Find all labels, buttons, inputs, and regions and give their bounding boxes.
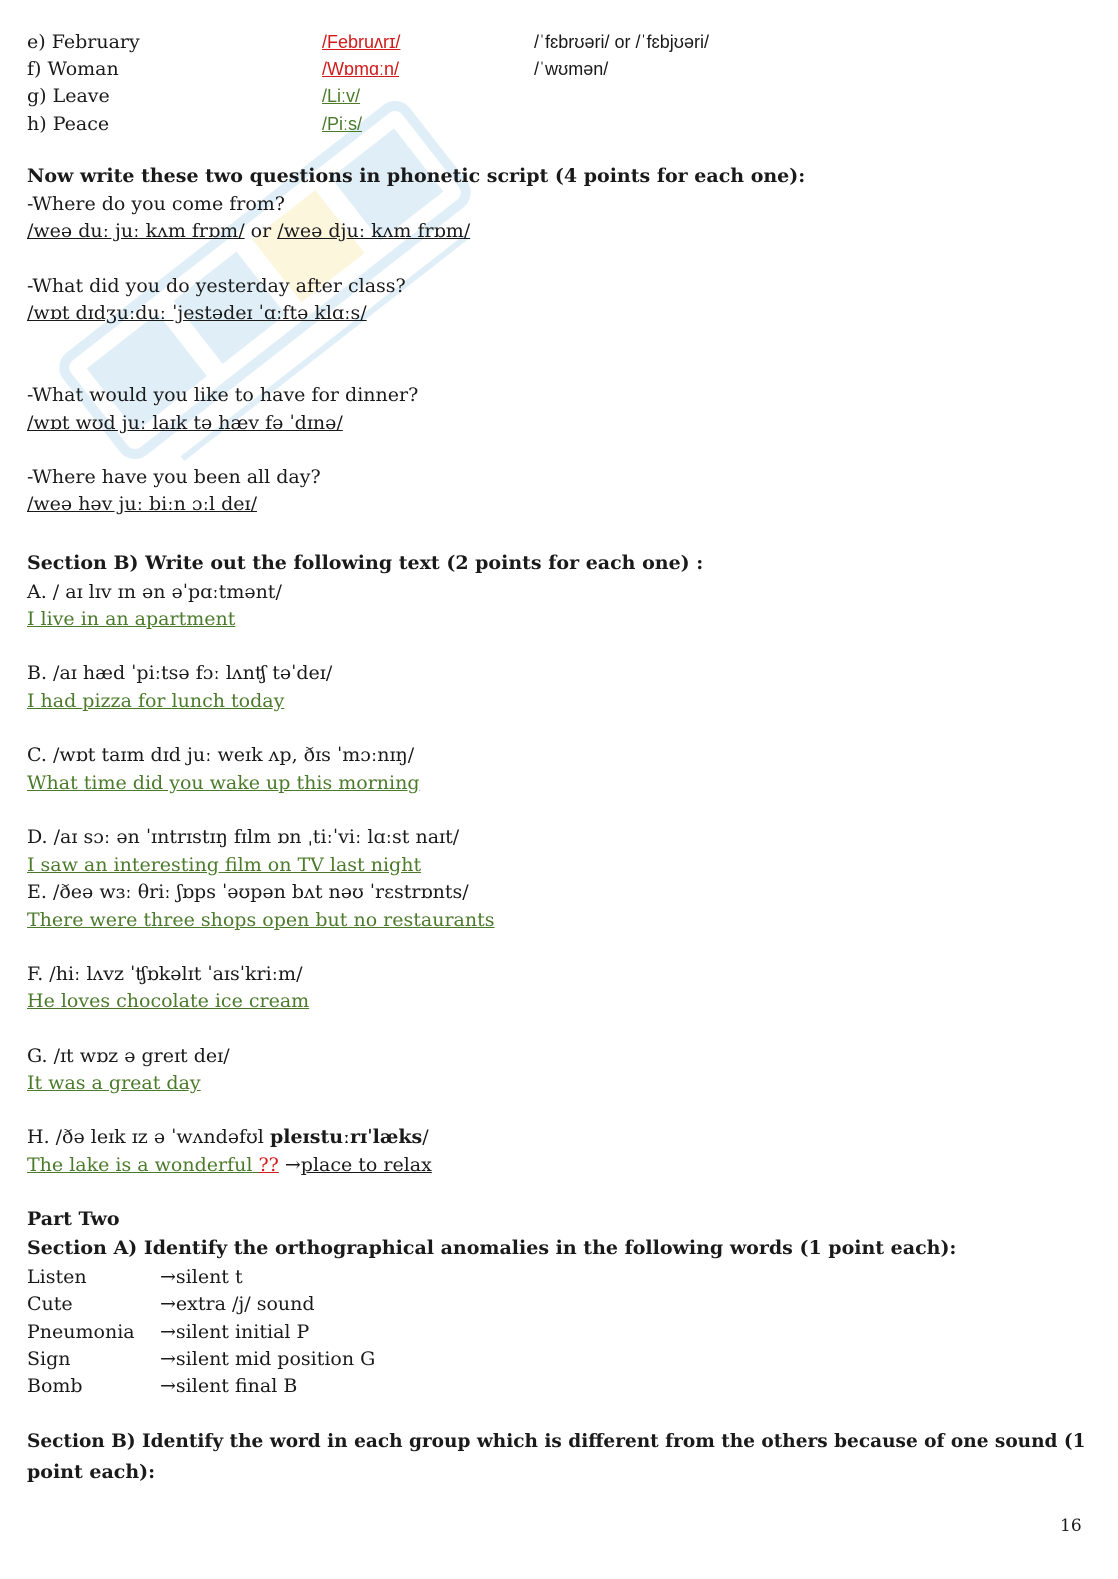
question-4-answer: /weə həv juː biːn ɔːl deɪ/ [27, 493, 257, 515]
item-h-phon-start: H. /ðə leɪk ɪz ə ˈwʌndəfʊl [27, 1126, 270, 1148]
item-f-phonetic: F. /hiː lʌvz ˈʧɒkəlɪt ˈaɪsˈkriːm/ [27, 963, 303, 985]
question-2: -What did you do yesterday after class? [27, 275, 406, 297]
part-two-section-b-heading: Section B) Identify the word in each group which is different from the others because of one sound (1 [27, 1431, 1086, 1452]
item-g-answer: It was a great day [27, 1072, 201, 1094]
anomaly-desc: →extra /j/ sound [160, 1293, 315, 1315]
item-g-phonetic: G. /ɪt wɒz ə greɪt deɪ/ [27, 1045, 230, 1067]
item-h-phonetic [27, 1125, 429, 1149]
arrow-icon: → [278, 1154, 301, 1176]
answer-a: /weə duː juː kʌm frɒm/ [27, 220, 245, 242]
answer-b: /weə djuː kʌm frɒm/ [277, 220, 471, 242]
row-attempt: /Liːv/ [322, 86, 361, 106]
item-a-answer: I live in an apartment [27, 608, 236, 630]
item-b-answer: I had pizza for lunch today [27, 690, 285, 712]
section-b-heading: Section B) Write out the following text (2 points for each one) : [27, 552, 704, 574]
row-word: e) February [27, 31, 140, 53]
item-h-ans-start: The lake is a wonderful [27, 1154, 259, 1176]
item-e-answer: There were three shops open but no restaurants [27, 909, 495, 931]
item-h-phon-bold: pleɪstuːrɪˈlæks [269, 1126, 423, 1148]
question-3: -What would you like to have for dinner? [27, 384, 419, 406]
table-row [27, 84, 361, 108]
question-1: -Where do you come from? [27, 193, 285, 215]
anomaly-word: Cute [27, 1293, 73, 1315]
anomaly-desc: →silent mid position G [160, 1348, 376, 1370]
row-attempt: /Wɒmɑːn/ [322, 59, 400, 79]
anomaly-word: Listen [27, 1266, 87, 1288]
question-4: -Where have you been all day? [27, 466, 321, 488]
anomaly-desc: →silent t [160, 1266, 243, 1288]
item-a-phonetic: A. / aɪ lɪv ɪn ən əˈpɑːtmənt/ [27, 581, 282, 603]
row-word: f) Woman [27, 58, 119, 80]
item-b-phonetic: B. /aɪ hæd ˈpiːtsə fɔː lʌnʧ təˈdeɪ/ [27, 662, 333, 684]
item-d-answer: I saw an interesting film on TV last night [27, 854, 422, 876]
row-word: g) Leave [27, 85, 110, 107]
item-d-phonetic: D. /aɪ sɔː ən ˈɪntrɪstɪŋ fɪlm ɒn ˌtiːˈviː lɑːst naɪt/ [27, 826, 460, 848]
item-f-answer: He loves chocolate ice cream [27, 990, 310, 1012]
row-attempt: /Februʌrɪ/ [322, 32, 401, 52]
question-3-answer: /wɒt wʊd juː laɪk tə hæv fə ˈdɪnə/ [27, 412, 343, 434]
item-h-phon-end: / [422, 1126, 429, 1148]
part-two-section-a-heading: Section A) Identify the orthographical anomalies in the following words (1 point each): [27, 1237, 957, 1259]
item-c-answer: What time did you wake up this morning [27, 772, 420, 794]
table-row [27, 112, 363, 136]
anomaly-word: Bomb [27, 1375, 83, 1397]
anomaly-word: Pneumonia [27, 1321, 135, 1343]
table-row [27, 57, 609, 81]
question-2-answer: /wɒt dɪdʒuːduː ˈjestədeɪ ˈɑːftə klɑːs/ [27, 302, 367, 324]
question-1-answer [27, 219, 470, 243]
item-h-answer [27, 1153, 432, 1177]
item-e-phonetic: E. /ðeə wɜː θriː ʃɒps ˈəʊpən bʌt nəʊ ˈrɛstrɒnts/ [27, 881, 469, 903]
part-two-section-b-heading-cont: point each): [27, 1461, 156, 1483]
item-h-ans-end: place to relax [300, 1154, 432, 1176]
item-h-ans-query: ?? [258, 1154, 279, 1176]
anomaly-word: Sign [27, 1348, 71, 1370]
row-word: h) Peace [27, 113, 110, 135]
item-c-phonetic: C. /wɒt taɪm dɪd juː weɪk ʌp, ðɪs ˈmɔːnɪŋ/ [27, 744, 415, 766]
row-correct: /ˈwʊmən/ [534, 59, 609, 79]
row-correct: /ˈfɛbrʊəri/ or /ˈfɛbjʊəri/ [534, 32, 709, 52]
row-attempt: /Piːs/ [322, 114, 363, 134]
anomaly-desc: →silent final B [160, 1375, 298, 1397]
anomaly-desc: →silent initial P [160, 1321, 310, 1343]
table-row [27, 30, 709, 54]
page-number: 16 [1060, 1516, 1082, 1536]
part-two-title: Part Two [27, 1208, 120, 1230]
answer-or: or [244, 220, 278, 242]
questions-heading: Now write these two questions in phonetic script (4 points for each one): [27, 165, 806, 187]
